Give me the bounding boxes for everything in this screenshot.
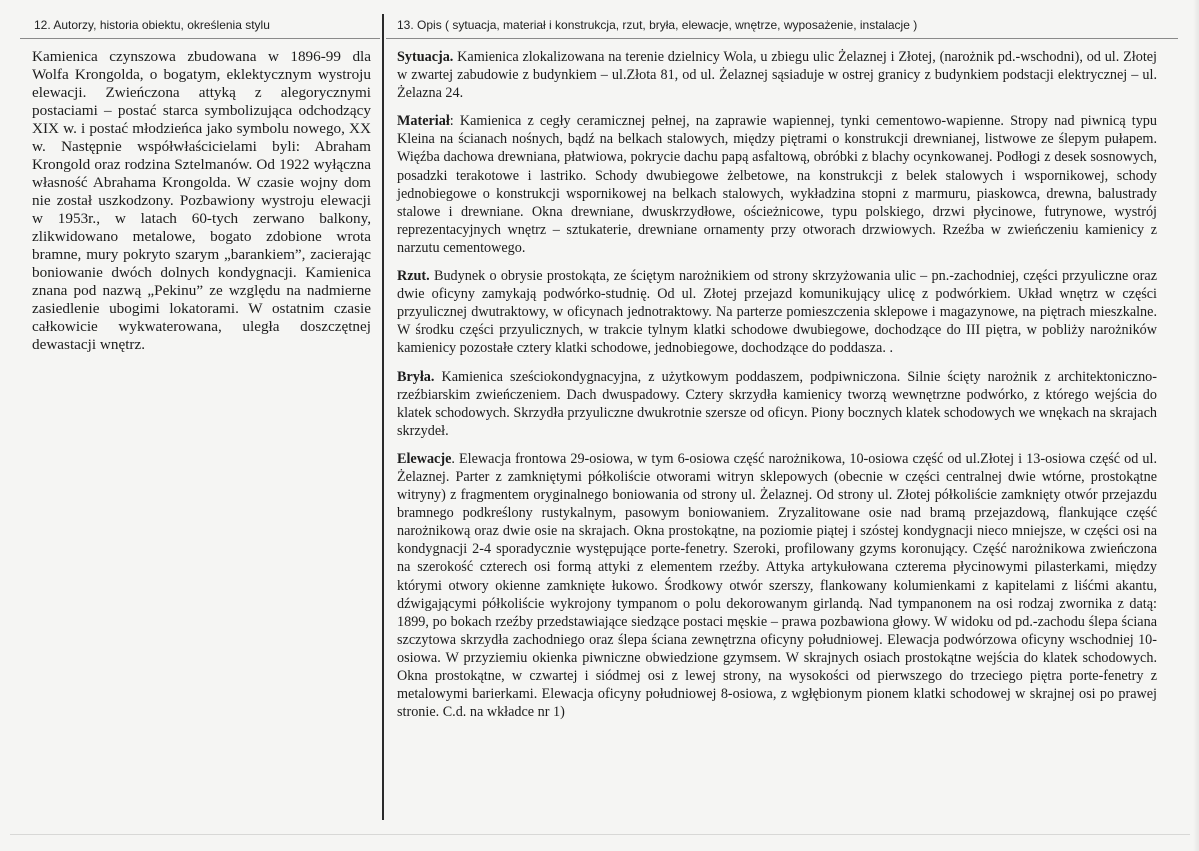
right-heading-rule	[386, 38, 1178, 39]
description-column	[397, 48, 1157, 729]
section-elevations	[397, 450, 1157, 721]
section-title-material: Materiał	[397, 113, 450, 130]
right-column-heading: 13. Opis ( sytuacja, materiał i konstrukcja, rzut, bryła, elewacje, wnętrze, wyposażenie, instalacje )	[397, 18, 918, 32]
section-text-material: : Kamienica z cegły ceramicznej pełnej, na zaprawie wapiennej, tynki cementowo-wapienne. Stropy nad piwnicą typu Kleina na ścianach nośnych, bądź na belkach stalowych, między piętrami o konstrukcji drewnianej, listwowe ze ślepym pułapem. Więźba dachowa drewniana, płatwiowa, pokrycie dachu papą asfaltową, obróbki z blachy ocynkowanej. Podłogi z desek sosnowych, posadzki terakotowe i lastriko. Schody dwubiegowe żelbetowe, na konstrukcji z belek stalowych i wspornikowej, schody jednobiegowe o konstrukcji wspornikowej na belkach stalowych, wykładzina stopni z marmuru, piaskowca, drewna, balustrady stalowe i drewniane. Okna drewniane, dwuskrzydłowe, ościeżnicowe, typu polskiego, drzwi płycinowe, futrynowe, wystrój reprezentacyjnych wnętrz – sztukaterie, drewniane ornamenty przy otworach drzwiowych. Rzeźba w zwieńczeniu kamienicy z narzutu cementowego.	[397, 113, 1157, 256]
section-text-plan: Budynek o obrysie prostokąta, ze ściętym narożnikiem od strony skrzyżowania ulic – pn.-zachodniej, części przyuliczne oraz dwie oficyny zamykają podwórko-studnię. Od ul. Złotej przejazd komunikujący ulicę z podwórkiem. Układ wnętrz w części przyulicznej dwutraktowy, w oficynach jednotraktowy. Na parterze pomieszczenia sklepowe i magazynowe, na piętrach mieszkalne. W środku części przyulicznych, w trakcie tylnym klatki schodowe dwubiegowe, dochodzące do III piętra, w pobliży narożników kamienicy pozostałe cztery klatki schodowe, jednobiegowe, dochodzące do poddasza. .	[397, 268, 1157, 357]
bottom-edge-line	[10, 834, 1190, 835]
section-title-situation: Sytuacja.	[397, 49, 454, 65]
section-situation	[397, 48, 1157, 102]
section-title-plan: Rzut.	[397, 268, 430, 285]
left-heading-rule	[20, 38, 380, 39]
scan-edge-shade	[1193, 0, 1199, 851]
history-text: Kamienica czynszowa zbudowana w 1896-99 dla Wolfa Krongolda, o bogatym, eklektycznym wystroju elewacji. Zwieńczona attyką z alegorycznymi postaciami – postać starca symbolizująca odchodzący XIX w. i postać młodzieńca jako symbolu nowego, XX w. Następnie współwłaścicielami byli: Abraham Krongold oraz rodzina Sztelmanów. Od 1922 wyłączna własność Abrahama Krongolda. W czasie wojny dom nie został uszkodzony. Pozbawiony wystroju elewacji w 1953r., w latach 60-tych zerwano balkony, zlikwidowano metalowe, bogato zdobione wrota bramne, mury pokryto szarym „barankiem”, zacierając boniowanie dwóch dolnych kondygnacji. Kamienica znana pod nazwą „Pekinu” ze względu na nadmierne zasiedlenie ubogimi lokatorami. W ostatnim czasie całkowicie wykwaterowana, uległa doszczętnej dewastacji wnętrz.	[32, 48, 371, 353]
left-column-heading: 12. Autorzy, historia obiektu, określenia stylu	[34, 18, 270, 32]
section-text-elevations: . Elewacja frontowa 29-osiowa, w tym 6-osiowa część narożnikowa, 10-osiowa część od ul.Złotej i 13-osiowa część od ul. Żelaznej. Parter z zamkniętymi półkoliście otworami witryn sklepowych (obecnie w części centralnej dwie wtórne, prostokątne witryny) z fragmentem oryginalnego boniowania od strony ul. Żelaznej. Od strony ul. Złotej półkoliście zamknięty otwór przejazdu bramnego podkreślony rustykalnym, pasowym boniowaniem. Zryzalitowane osie nad bramą przejazdową, flankujące część narożnikową oraz dwie osie na skrajach. Okna prostokątne, na poziomie piątej i szóstej kondygnacji nieco mniejsze, w części osi na kondygnacji 2-4 sporadycznie występujące porte-fenetry. Szeroki, profilowany gzyms koronujący. Część narożnikowa zwieńczona na szerokość czterech osi formą attyki z elementem rzeźby. Attyka artykułowana czterema płycinowymi pilasterkami, między którymi otwory okienne zamknięte łukowo. Środkowy otwór szerszy, flankowany kolumienkami z kapitelami z liśćmi akantu, dźwigającymi półkoliście wykrojony tympanom o polu dekorowanym girlandą. Nad tympanonem na osi rodzaj zwornika z datą: 1899, po bokach rzeźby przedstawiające siedzące postaci męskie – prawa pozbawiona głowy. W widoku od pd.-zachodu ślepa ściana szczytowa skrzydła zachodniego oraz ślepa ściana zewnętrzna oficyny południowej. Elewacja podwórzowa oficyny wschodniej 10-osiowa. W przyziemiu okienka piwniczne obwiedzione gzymsem. W skrajnych osiach prostokątne wejścia do klatek schodowych. Okna prostokątne, w czwartej i siódmej osi z lewej strony, na wysokości od pierwszego do trzeciego piętra porte-fenetry z metalowymi barierkami. Elewacja oficyny południowej 8-osiowa, z wgłębionym pionem klatki schodowej w skrajnej osi po prawej stronie. C.d. na wkładce nr 1)	[397, 450, 1157, 721]
section-title-elevations: Elewacje	[397, 450, 452, 467]
column-divider	[382, 14, 384, 820]
section-plan	[397, 267, 1157, 357]
section-text-massing: Kamienica sześciokondygnacyjna, z użytkowym poddaszem, podpiwniczona. Silnie ścięty narożnik z architektoniczno-rzeźbiarskim zwieńczeniem. Dach dwuspadowy. Cztery skrzydła kamienicy tworzą wewnętrzne podwórko, z którego wejścia do klatek schodowych. Skrzydła przyuliczne dwukrotnie szersze od oficyn. Piony bocznych klatek schodowych we wnękach na skrajach skrzydeł.	[397, 368, 1157, 439]
section-material	[397, 112, 1157, 257]
section-massing	[397, 368, 1157, 440]
section-text-situation: Kamienica zlokalizowana na terenie dzielnicy Wola, u zbiegu ulic Żelaznej i Złotej, (narożnik pd.-wschodni), od ul. Złotej w zwartej zabudowie z budynkiem – ul.Złota 81, od ul. Żelaznej sąsiaduje w ostrej granicy z budynkiem podstacji elektrycznej – ul. Żelazna 24.	[397, 49, 1157, 102]
section-title-massing: Bryła.	[397, 368, 435, 385]
